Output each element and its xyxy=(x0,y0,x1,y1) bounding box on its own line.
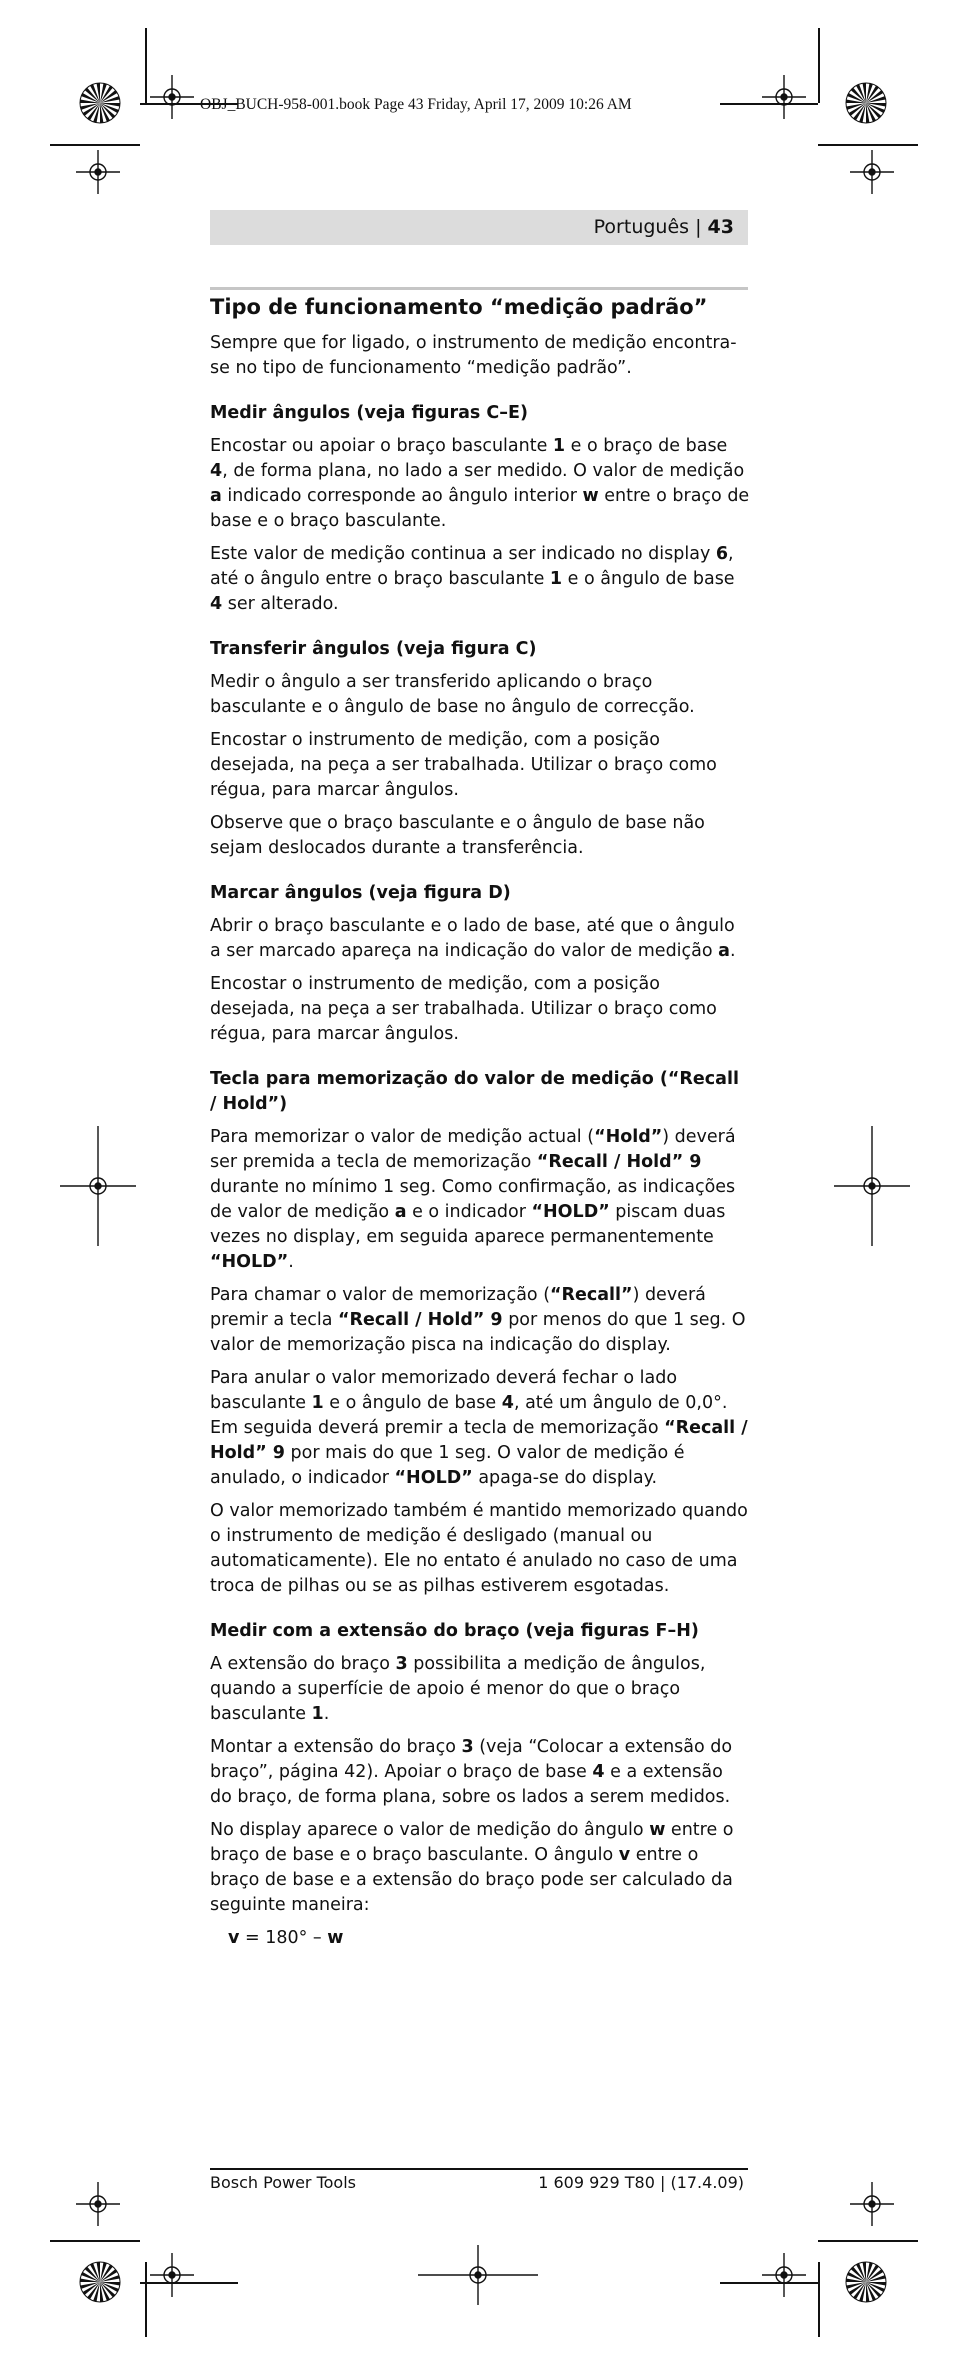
bold-run: “HOLD” xyxy=(531,1202,610,1222)
bold-run: “HOLD” xyxy=(394,1468,473,1488)
paragraph xyxy=(210,1283,750,1358)
paragraph xyxy=(210,811,750,861)
bold-run: 1 xyxy=(549,569,563,589)
bold-run: 6 xyxy=(715,544,729,564)
bold-run: a xyxy=(718,941,730,961)
section-heading: Transferir ângulos (veja figura C) xyxy=(210,639,537,659)
crop-line xyxy=(818,144,918,146)
intro-paragraph: Sempre que for ligado, o instrumento de medição encontra-se no tipo de funcionamento “medição padrão”. xyxy=(210,333,737,378)
text-run: , de forma plana, no lado a ser medido. O valor de medição xyxy=(222,461,745,481)
page-number: 43 xyxy=(707,216,734,238)
text-run: Encostar o instrumento de medição, com a posição desejada, na peça a ser trabalhada. Utilizar o braço como régua, para marcar ângulos. xyxy=(210,974,717,1044)
text-run: A extensão do braço xyxy=(210,1654,396,1674)
bold-run: 1 xyxy=(552,436,566,456)
bold-run: w xyxy=(582,486,599,506)
bold-run: a xyxy=(210,486,222,506)
text-run: Medir o ângulo a ser transferido aplicando o braço basculante e o ângulo de base no ângulo de correcção. xyxy=(210,672,695,717)
footer-company: Bosch Power Tools xyxy=(210,2173,356,2192)
text-run: Abrir o braço basculante e o lado de base, até que o ângulo a ser marcado apareça na indicação do valor de medição xyxy=(210,916,735,961)
running-header xyxy=(594,216,734,238)
paragraph xyxy=(210,914,750,964)
text-run: , até um ângulo de 0,0°. Em seguida deverá premir a tecla de memorização xyxy=(210,1393,728,1438)
crop-line xyxy=(818,2240,918,2242)
paragraph xyxy=(210,1125,750,1275)
text-run: e o ângulo de base xyxy=(562,569,735,589)
bold-run: 3 xyxy=(395,1654,408,1674)
text-run: apaga-se do display. xyxy=(472,1468,658,1488)
bold-run: 4 xyxy=(210,461,223,481)
text-run: O valor memorizado também é mantido memorizado quando o instrumento de medição é desligado (manual ou automaticamente). Ele no entato é anulado no caso de uma troca de pilhas ou se as pilhas estiverem esgotadas. xyxy=(210,1501,748,1596)
bold-run: w xyxy=(327,1928,344,1948)
text-run: (veja “Colocar a extensão do braço”, página 42). Apoiar o braço de base xyxy=(210,1737,733,1782)
text-run: Encostar o instrumento de medição, com a posição desejada, na peça a ser trabalhada. Utilizar o braço como régua, para marcar ângulos. xyxy=(210,730,717,800)
text-run: durante no mínimo 1 seg. Como confirmação, as indicações de valor de medição xyxy=(210,1177,736,1222)
paragraph xyxy=(210,1652,750,1727)
paragraph xyxy=(210,1499,750,1599)
bold-run: 4 xyxy=(210,594,223,614)
section-heading: Medir com a extensão do braço (veja figuras F–H) xyxy=(210,1621,699,1641)
paragraph xyxy=(210,1735,750,1810)
section-heading: Marcar ângulos (veja figura D) xyxy=(210,883,511,903)
crop-line xyxy=(818,2262,820,2337)
star-target-icon xyxy=(0,0,1,1)
crop-line xyxy=(720,2282,818,2284)
text-run: , até o ângulo entre o braço basculante xyxy=(210,544,734,589)
header-separator: | xyxy=(689,216,708,238)
bold-run: 1 xyxy=(311,1393,324,1413)
text-run: e a extensão do braço, de forma plana, sobre os lados a serem medidos. xyxy=(210,1762,731,1807)
crop-line xyxy=(145,28,147,103)
bold-run: “Recall / Hold” 9 xyxy=(536,1152,702,1172)
text-run: ) deverá ser premida a tecla de memorização xyxy=(210,1127,736,1172)
text-run: possibilita a medição de ângulos, quando a superfície de apoio é menor do que o braço basculante xyxy=(210,1654,706,1724)
section-heading: Tecla para memorização do valor de medição (“Recall / Hold”) xyxy=(210,1069,739,1114)
text-run: No display aparece o valor de medição do ângulo xyxy=(210,1820,650,1840)
bold-run: v xyxy=(228,1928,240,1948)
bold-run: 4 xyxy=(592,1762,605,1782)
text-run: Encostar ou apoiar o braço basculante xyxy=(210,436,553,456)
bold-run: a xyxy=(394,1202,407,1222)
text-run: entre o braço de base e a extensão do braço pode ser calculado da seguinte maneira: xyxy=(210,1845,733,1915)
crop-line xyxy=(50,144,140,146)
paragraph xyxy=(210,1366,750,1491)
crop-line xyxy=(50,2240,140,2242)
text-run: indicado corresponde ao ângulo interior xyxy=(221,486,583,506)
text-run: Para memorizar o valor de medição actual ( xyxy=(210,1127,595,1147)
text-run: Para chamar o valor de memorização ( xyxy=(210,1285,551,1305)
footer-doc-number: 1 609 929 T80 | (17.4.09) xyxy=(538,2173,744,2192)
section-heading: Medir ângulos (veja figuras C–E) xyxy=(210,403,528,423)
document-body xyxy=(210,292,750,1959)
text-run: = 180° – xyxy=(239,1928,328,1948)
text-run: . xyxy=(288,1252,294,1272)
text-run: e o ângulo de base xyxy=(323,1393,502,1413)
bold-run: 3 xyxy=(461,1737,474,1757)
paragraph xyxy=(210,728,750,803)
bold-run: 4 xyxy=(501,1393,514,1413)
crop-line xyxy=(720,103,818,105)
bold-run: v xyxy=(618,1845,631,1865)
text-run: ser alterado. xyxy=(222,594,339,614)
text-run: . xyxy=(729,941,736,961)
text-run: e o indicador xyxy=(406,1202,532,1222)
text-run: Montar a extensão do braço xyxy=(210,1737,462,1757)
formula xyxy=(228,1926,750,1951)
footer-rule xyxy=(210,2168,748,2170)
bold-run: “Hold” xyxy=(594,1127,663,1147)
bold-run: w xyxy=(649,1820,666,1840)
paragraph xyxy=(210,434,750,534)
crop-line xyxy=(140,2282,238,2284)
text-run: Este valor de medição continua a ser indicado no display xyxy=(210,544,716,564)
text-run: entre o braço de base e o braço basculante. xyxy=(210,486,750,531)
bold-run: “Recall / Hold” 9 xyxy=(210,1418,748,1463)
bold-run: “Recall / Hold” 9 xyxy=(338,1310,503,1330)
text-run: Observe que o braço basculante e o ângulo de base não sejam deslocados durante a transferência. xyxy=(210,813,705,858)
text-run: por mais do que 1 seg. O valor de medição é anulado, o indicador xyxy=(210,1443,685,1488)
paragraph xyxy=(210,670,750,720)
bold-run: 1 xyxy=(311,1704,324,1724)
paragraph xyxy=(210,1818,750,1918)
paragraph xyxy=(210,542,750,617)
text-run: ) deverá premir a tecla xyxy=(210,1285,706,1330)
text-run: por menos do que 1 seg. O valor de memorização pisca na indicação do display. xyxy=(210,1310,746,1355)
sections-container xyxy=(210,401,750,1918)
text-run: Para anular o valor memorizado deverá fechar o lado basculante xyxy=(210,1368,678,1413)
slug-line: OBJ_BUCH-958-001.book Page 43 Friday, April 17, 2009 10:26 AM xyxy=(200,96,632,113)
text-run: e o braço de base xyxy=(565,436,728,456)
bold-run: “HOLD” xyxy=(210,1252,289,1272)
crop-line xyxy=(145,2262,147,2337)
paragraph xyxy=(210,972,750,1047)
text-run: entre o braço de base e o braço basculante. O ângulo xyxy=(210,1820,734,1865)
text-run: . xyxy=(323,1704,330,1724)
title-rule xyxy=(210,287,748,290)
header-language: Português xyxy=(593,216,690,238)
crop-line xyxy=(818,28,820,103)
page-title: Tipo de funcionamento “medição padrão” xyxy=(210,295,708,319)
text-run: piscam duas vezes no display, em seguida aparece permanentemente xyxy=(210,1202,726,1247)
bold-run: “Recall” xyxy=(550,1285,633,1305)
